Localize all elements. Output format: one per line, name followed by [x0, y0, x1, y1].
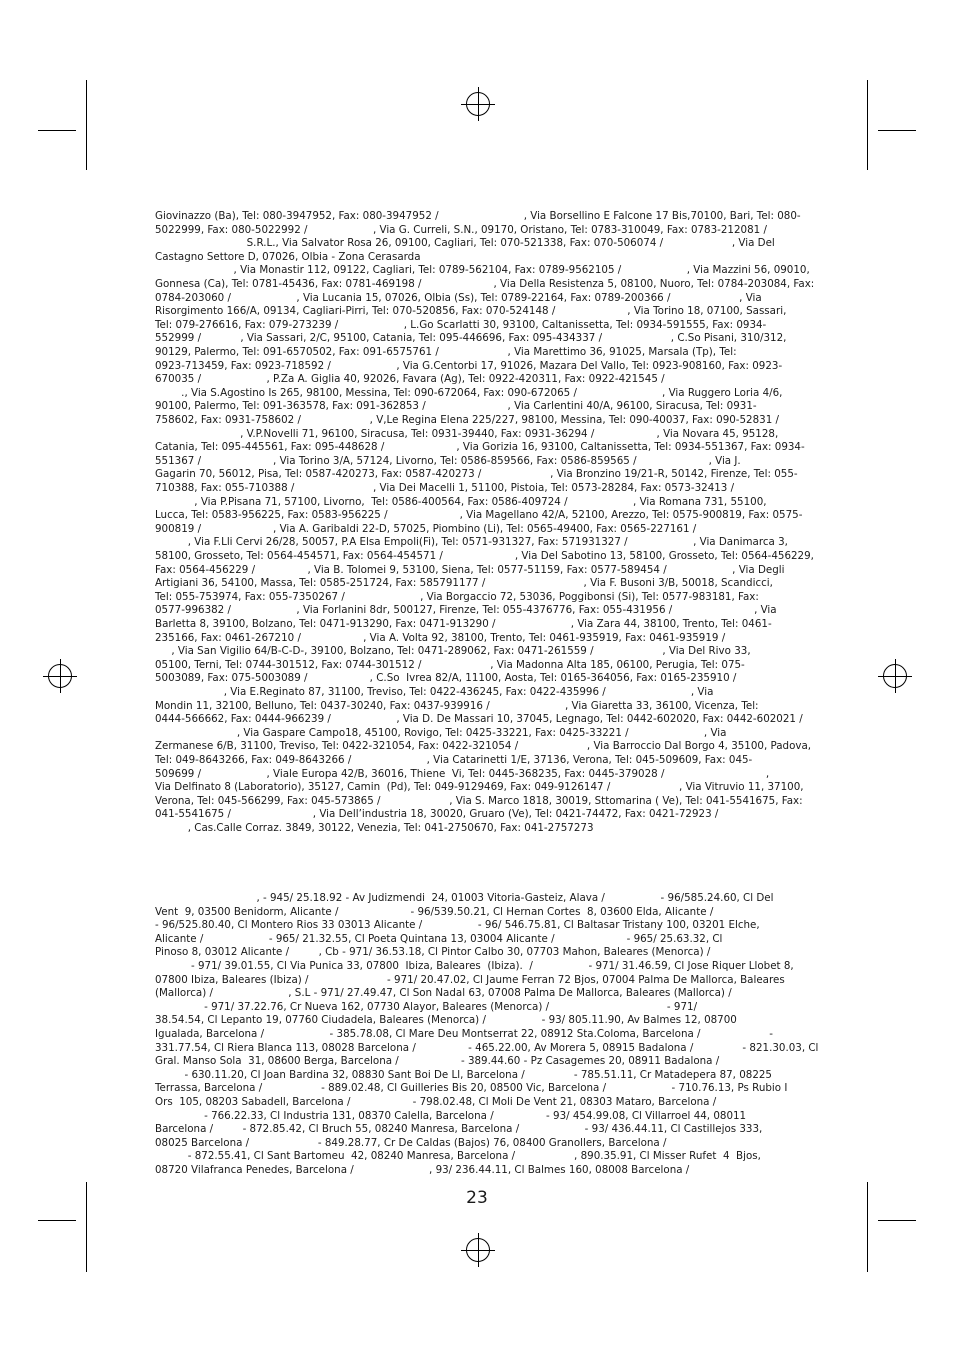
address-line: Vent 9, 03500 Benidorm, Alicante / - 96/539.50.21, Cl Hernan Cortes 8, 03600 Elda, Alicante /: [155, 905, 714, 918]
address-line: Verona, Tel: 045-566299, Fax: 045-573865 / , Via S. Marco 1818, 30019, Sttomarina ( Ve), Tel: 041-5541675, Fax:: [155, 794, 803, 807]
address-line: 5022999, Fax: 080-5022992 / , Via G. Curreli, S.N., 09170, Oristano, Tel: 0783-310049, Fax: 0783-212081 /: [155, 223, 767, 236]
address-line: , Via San Vigilio 64/B-C-D-, 39100, Bolzano, Tel: 0471-289062, Fax: 0471-261559 / , Via Del Rivo 33,: [155, 645, 751, 658]
address-line: Igualada, Barcelona / - 385.78.08, Cl Mare Deu Montserrat 22, 08912 Sta.Coloma, Barcelona / -: [155, 1028, 773, 1040]
address-line: S.R.L., Via Salvator Rosa 26, 09100, Cagliari, Tel: 070-521338, Fax: 070-506074 / , Via Del: [155, 237, 775, 250]
address-line: - 971/ 37.22.76, Cr Nueva 162, 07730 Alayor, Baleares (Menorca) / - 971/: [155, 1000, 698, 1013]
registration-mark-right: [883, 664, 907, 688]
crop-mark-top-right-h: [878, 130, 916, 131]
address-line: 670035 / , P.Za A. Giglia 40, 92026, Favara (Ag), Tel: 0922-420311, Fax: 0922-421545 /: [155, 373, 665, 386]
address-line: 235166, Fax: 0461-267210 / , Via A. Volta 92, 38100, Trento, Tel: 0461-935919, Fax: 0461-935919 /: [155, 631, 726, 644]
crop-mark-top-left-h: [38, 130, 76, 131]
address-line: Ors 105, 08203 Sabadell, Barcelona / - 798.02.48, Cl Moli De Vent 21, 08303 Mataro, Barcelona /: [155, 1096, 717, 1108]
address-line: Gagarin 70, 56012, Pisa, Tel: 0587-420273, Fax: 0587-420273 / , Via Bronzino 19/21-R, 50142, Firenze, Tel: 055-: [155, 468, 798, 481]
crop-mark-bottom-left-h: [38, 1220, 76, 1221]
address-line: Pinoso 8, 03012 Alicante / , Cb - 971/ 36.53.18, Cl Pintor Calbo 30, 07703 Mahon, Baleares (Menorca) /: [155, 946, 711, 959]
address-line: 710388, Fax: 055-710388 / , Via Dei Macelli 1, 51100, Pistoia, Tel: 0573-28284, Fax: 0573-32413 /: [155, 482, 735, 494]
address-line: 0784-203060 / , Via Lucania 15, 07026, Olbia (Ss), Tel: 0789-22164, Fax: 0789-200366 / , Via: [155, 291, 762, 304]
registration-mark-bottom: [466, 1238, 490, 1262]
address-line: 509699 / , Viale Europa 42/B, 36016, Thiene Vi, Tel: 0445-368235, Fax: 0445-379028 / ,: [155, 767, 770, 780]
address-line: 05100, Terni, Tel: 0744-301512, Fax: 0744-301512 / , Via Madonna Alta 185, 06100, Perugia, Tel: 075-: [155, 658, 745, 671]
crop-mark-bottom-right-h: [878, 1220, 916, 1221]
address-line: 0577-996382 / , Via Forlanini 8dr, 500127, Firenze, Tel: 055-4376776, Fax: 055-431956 / , Via: [155, 604, 777, 617]
address-line: Tel: 049-8643266, Fax: 049-8643266 / , Via Catarinetti 1/E, 37136, Verona, Tel: 045-509609, Fax: 045-: [155, 754, 753, 766]
registration-mark-left: [48, 664, 72, 688]
address-line: , - 945/ 25.18.92 - Av Judizmendi 24, 01003 Vitoria-Gasteiz, Alava / - 96/585.24.60, Cl Del: [155, 892, 774, 904]
address-line: - 971/ 39.01.55, Cl Via Punica 33, 07800 Ibiza, Baleares (Ibiza). / - 971/ 31.46.59, Cl Jose Riquer Llobet 8,: [155, 960, 794, 972]
address-line: 0923-713459, Fax: 0923-718592 / , Via G.Centorbi 17, 91026, Mazara Del Vallo, Tel: 0923-908160, Fax: 0923-: [155, 359, 783, 372]
address-line: 38.54.54, Cl Lepanto 19, 07760 Ciudadela, Baleares (Menorca) / - 93/ 805.11.90, Av Balmes 12, 08700: [155, 1014, 737, 1027]
address-line: , Cas.Calle Corraz. 3849, 30122, Venezia, Tel: 041-2750670, Fax: 041-2757273: [155, 822, 594, 834]
address-line: Castagno Settore D, 07026, Olbia - Zona Cerasarda: [155, 250, 421, 263]
address-line: - 96/525.80.40, Cl Montero Rios 33 03013 Alicante / - 96/ 546.75.81, Cl Baltasar Tristany 100, 03201 Elche,: [155, 919, 760, 932]
address-line: Tel: 055-753974, Fax: 055-7350267 / , Via Borgaccio 72, 53036, Poggibonsi (Si), Tel: 0577-983181, Fax:: [155, 590, 759, 603]
address-line: 041-5541675 / , Via Dell’industria 18, 30020, Gruaro (Ve), Tel: 0421-74472, Fax: 0421-72923 /: [155, 808, 719, 821]
address-line: ., Via S.Agostino Is 265, 98100, Messina, Tel: 090-672064, Fax: 090-672065 / , Via Ruggero Loria 4/6,: [155, 386, 783, 399]
crop-mark-bottom-right-v: [867, 1182, 868, 1272]
address-line: 58100, Grosseto, Tel: 0564-454571, Fax: 0564-454571 / , Via Del Sabotino 13, 58100, Grosseto, Tel: 0564-456229,: [155, 550, 814, 562]
address-line: , Via Gaspare Campo18, 45100, Rovigo, Tel: 0425-33221, Fax: 0425-33221 / , Via: [155, 726, 727, 739]
address-line: (Mallorca) / , S.L - 971/ 27.49.47, Cl Son Nadal 63, 07008 Palma De Mallorca, Baleares (Mallorca) /: [155, 987, 732, 1000]
address-line: , Via Monastir 112, 09122, Cagliari, Tel: 0789-562104, Fax: 0789-9562105 / , Via Mazzini 56, 09010,: [155, 264, 810, 277]
address-line: Barcelona / - 872.85.42, Cl Bruch 55, 08240 Manresa, Barcelona / - 93/ 436.44.11, Cl Castillejos 333,: [155, 1123, 763, 1136]
address-line: Lucca, Tel: 0583-956225, Fax: 0583-956225 / , Via Magellano 42/A, 52100, Arezzo, Tel: 0575-900819, Fax: 0575-: [155, 509, 803, 522]
address-line: Risorgimento 166/A, 09134, Cagliari-Pirri, Tel: 070-520856, Fax: 070-524148 / , Via Torino 18, 07100, Sassari,: [155, 305, 787, 318]
address-line: Via Delfinato 8 (Laboratorio), 35127, Camin (Pd), Tel: 049-9129469, Fax: 049-9126147 / , Via Vitruvio 11, 37100,: [155, 781, 804, 794]
address-line: 758602, Fax: 0931-758602 / , V,Le Regina Elena 225/227, 98100, Messina, Tel: 090-40037, Fax: 090-52831 /: [155, 414, 780, 426]
address-line: Catania, Tel: 095-445561, Fax: 095-448628 / , Via Gorizia 16, 93100, Caltanissetta, Tel: 0934-551367, Fax: 0934-: [155, 441, 805, 454]
address-line: - 872.55.41, Cl Sant Bartomeu 42, 08240 Manresa, Barcelona / , 890.35.91, Cl Misser Rufet 4 Bjos,: [155, 1150, 761, 1163]
address-line: Fax: 0564-456229 / , Via B. Tolomei 9, 53100, Siena, Tel: 0577-51159, Fax: 0577-589454 / , Via Degli: [155, 563, 785, 576]
address-line: 90129, Palermo, Tel: 091-6570502, Fax: 091-6575761 / , Via Marettimo 36, 91025, Marsala (Tp), Tel:: [155, 346, 737, 358]
address-line: , V.P.Novelli 71, 96100, Siracusa, Tel: 0931-39440, Fax: 0931-36294 / , Via Novara 45, 95128,: [155, 427, 779, 440]
address-line: 08720 Vilafranca Penedes, Barcelona / , 93/ 236.44.11, Cl Balmes 160, 08008 Barcelona /: [155, 1164, 690, 1176]
crop-mark-top-left-v: [86, 80, 87, 170]
address-line: Zermanese 6/B, 31100, Treviso, Tel: 0422-321054, Fax: 0422-321054 / , Via Barroccio Dal Borgo 4, 35100, Padova,: [155, 740, 812, 753]
address-line: Gral. Manso Sola 31, 08600 Berga, Barcelona / - 389.44.60 - Pz Casagemes 20, 08911 Badalona /: [155, 1055, 720, 1068]
address-line: , Via E.Reginato 87, 31100, Treviso, Tel: 0422-436245, Fax: 0422-435996 / , Via: [155, 686, 714, 698]
address-line: - 630.11.20, Cl Joan Bardina 32, 08830 Sant Boi De Ll, Barcelona / - 785.51.11, Cr Matadepera 87, 08225: [155, 1068, 772, 1081]
address-line: Terrassa, Barcelona / - 889.02.48, Cl Guilleries Bis 20, 08500 Vic, Barcelona / - 710.76.13, Ps Rubio I: [155, 1082, 788, 1095]
address-line: 08025 Barcelona / - 849.28.77, Cr De Caldas (Bajos) 76, 08400 Granollers, Barcelona /: [155, 1136, 667, 1149]
address-line: 07800 Ibiza, Baleares (Ibiza) / - 971/ 20.47.02, Cl Jaume Ferran 72 Bjos, 07004 Palma De Mallorca, Baleares: [155, 973, 785, 986]
crop-mark-top-right-v: [867, 80, 868, 170]
address-line: 331.77.54, Cl Riera Blanca 113, 08028 Barcelona / - 465.22.00, Av Morera 5, 08915 Badalona / - 821.30.03, Cl: [155, 1041, 819, 1054]
address-line: - 766.22.33, Cl Industria 131, 08370 Calella, Barcelona / - 93/ 454.99.08, Cl Villarroel 44, 08011: [155, 1109, 747, 1122]
page-number: 23: [466, 1188, 488, 1208]
address-line: 0444-566662, Fax: 0444-966239 / , Via D. De Massari 10, 37045, Legnago, Tel: 0442-602020, Fax: 0442-602021 /: [155, 713, 803, 726]
address-line: Barletta 8, 39100, Bolzano, Tel: 0471-913290, Fax: 0471-913290 / , Via Zara 44, 38100, Trento, Tel: 0461-: [155, 618, 772, 630]
address-line: Alicante / - 965/ 21.32.55, Cl Poeta Quintana 13, 03004 Alicante / - 965/ 25.63.32, Cl: [155, 932, 723, 945]
address-line: Gonnesa (Ca), Tel: 0781-45436, Fax: 0781-469198 / , Via Della Resistenza 5, 08100, Nuoro, Tel: 0784-203084, Fax:: [155, 278, 815, 290]
address-line: 900819 / , Via A. Garibaldi 22-D, 57025, Piombino (Li), Tel: 0565-49400, Fax: 0565-227161 /: [155, 522, 697, 535]
address-line: , Via F.Lli Cervi 26/28, 50057, P.A Elsa Empoli(Fi), Tel: 0571-931327, Fax: 571931327 / , Via Danimarca 3,: [155, 536, 788, 549]
address-line: Artigiani 36, 54100, Massa, Tel: 0585-251724, Fax: 585791177 / , Via F. Busoni 3/B, 50018, Scandicci,: [155, 577, 773, 590]
address-line: Mondin 11, 32100, Belluno, Tel: 0437-30240, Fax: 0437-939916 / , Via Giaretta 33, 36100, Vicenza, Tel:: [155, 699, 759, 712]
address-line: Giovinazzo (Ba), Tel: 080-3947952, Fax: 080-3947952 / , Via Borsellino E Falcone 17 Bis,70100, Bari, Tel: 080-: [155, 210, 801, 222]
address-line: 5003089, Fax: 075-5003089 / , C.So Ivrea 82/A, 11100, Aosta, Tel: 0165-364056, Fax: 0165-235910 /: [155, 672, 737, 685]
address-line: 551367 / , Via Torino 3/A, 57124, Livorno, Tel: 0586-859566, Fax: 0586-859565 / , Via J.: [155, 454, 741, 467]
address-line: Tel: 079-276616, Fax: 079-273239 / , L.Go Scarlatti 30, 93100, Caltanissetta, Tel: 0934-591555, Fax: 0934-: [155, 318, 767, 331]
address-line: 90100, Palermo, Tel: 091-363578, Fax: 091-362853 / , Via Carlentini 40/A, 96100, Siracusa, Tel: 0931-: [155, 400, 757, 413]
registration-mark-top: [466, 92, 490, 116]
address-line: , Via P.Pisana 71, 57100, Livorno, Tel: 0586-400564, Fax: 0586-409724 / , Via Romana 731, 55100,: [155, 495, 767, 508]
crop-mark-bottom-left-v: [86, 1182, 87, 1272]
address-line: 552999 / , Via Sassari, 2/C, 95100, Catania, Tel: 095-446696, Fax: 095-434337 / , C.So Pisani, 310/312,: [155, 332, 787, 345]
